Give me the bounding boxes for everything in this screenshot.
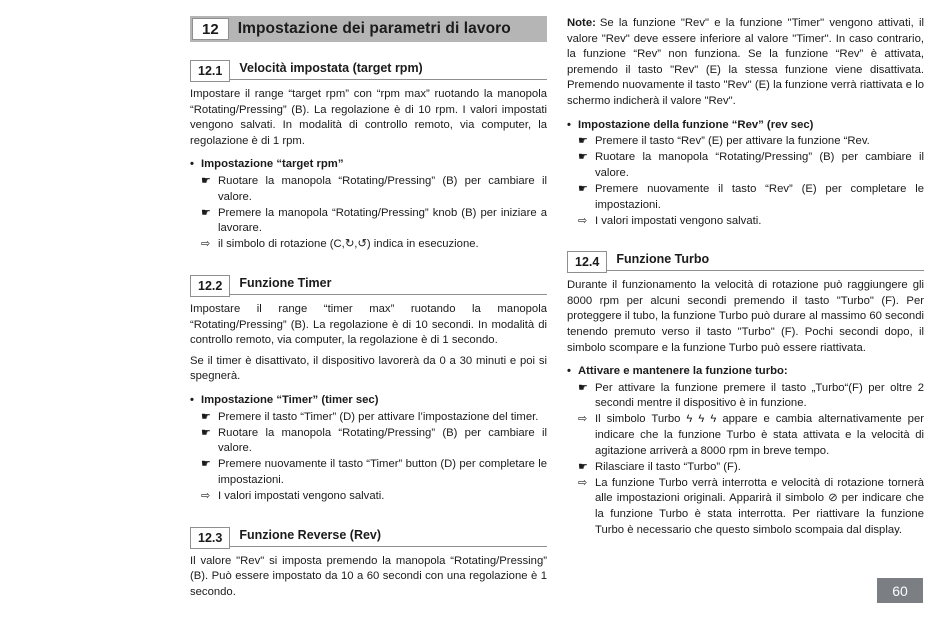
right-column <box>567 16 924 539</box>
list-heading-text: Attivare e mantenere la funzione turbo: <box>578 365 788 378</box>
list-item <box>567 182 924 213</box>
list-item <box>567 476 924 538</box>
list-heading-text: Impostazione “Timer” (timer sec) <box>201 393 379 406</box>
list-item-text: Il simbolo Turbo ϟ ϟ ϟ appare e cambia alternativamente per indicare che la funzione Turbo è stata attivata e la velocità di agitazione arriverà a 8000 rpm in breve tempo. <box>595 413 924 457</box>
left-column <box>190 16 547 605</box>
hand-pointer-icon: ☛ <box>201 206 211 219</box>
section-number-box: 12.2 <box>190 275 230 297</box>
result-arrow-icon: ⇨ <box>201 489 211 502</box>
list-item <box>190 410 547 426</box>
section-header-12-1 <box>190 55 547 80</box>
list-item <box>567 214 924 230</box>
list-item-text: Premere nuovamente il tasto “Rev” (E) per completare le impostazioni. <box>595 182 924 211</box>
section-12-3-paragraph: Il valore "Rev" si imposta premendo la manopola “Rotating/Pressing” (B). Può essere impostato da 10 a 60 secondi con una regolazione è 1 secondo. <box>190 554 547 598</box>
list-item <box>190 206 547 237</box>
list-heading <box>567 364 924 380</box>
chapter-header <box>190 16 547 42</box>
note-text: Se la funzione "Rev" e la funzione "Timer" vengono attivati, il valore "Rev" deve essere inferiore al valore "Timer". In caso contrario, la funzione “Rev” non funziona. Se la funzione “Rev” è attivata, premendo il tasto "Rev" (E) la stessa funzione viene disattivata. Premendo nuovamente il tasto "Rev" (E) la funzione verrà riattivata e lo schermo indicherà il valore "Rev". <box>567 17 924 107</box>
list-heading-text: Impostazione della funzione “Rev” (rev sec) <box>578 118 814 131</box>
list-item-text: Rilasciare il tasto “Turbo” (F). <box>595 460 741 473</box>
section-number-box: 12.1 <box>190 60 230 82</box>
list-item-text: La funzione Turbo verrà interrotta e velocità di rotazione tornerà alle impostazioni originali. Apparirà il simbolo ⊘ per indicare che la funzione Turbo è stata interrotta. Per riattivare la funzione Turbo è necessario che questo simbolo scompaia dal display. <box>595 476 924 536</box>
hand-pointer-icon: ☛ <box>201 174 211 187</box>
list-item <box>190 426 547 457</box>
list-item-text: Ruotare la manopola “Rotating/Pressing” (B) per cambiare il valore. <box>218 426 547 455</box>
list-item-text: Ruotare la manopola “Rotating/Pressing” (B) per cambiare il valore. <box>595 151 924 179</box>
bullet-icon: • <box>567 118 571 131</box>
list-item <box>567 150 924 181</box>
section-12-2-paragraph-2: Se il timer è disattivato, il dispositivo lavorerà da 0 a 30 minuti e poi si spegnerà. <box>190 354 547 383</box>
list-item-text: Premere nuovamente il tasto “Timer” button (D) per completare le impostazioni. <box>218 458 547 486</box>
note-label: Note: <box>567 17 596 29</box>
section-title: Funzione Timer <box>239 275 332 290</box>
hand-pointer-icon: ☛ <box>201 410 211 423</box>
result-arrow-icon: ⇨ <box>578 214 588 227</box>
list-item <box>190 237 547 253</box>
list-item-text: Per attivare la funzione premere il tasto „Turbo“(F) per oltre 2 secondi mentre il dispositivo è in funzione. <box>595 381 924 410</box>
list-heading-text: Impostazione “target rpm” <box>201 158 344 171</box>
list-item-text: I valori impostati vengono salvati. <box>218 489 385 502</box>
list-heading <box>567 118 924 134</box>
list-item <box>190 174 547 205</box>
section-header-12-4 <box>567 246 924 271</box>
list-item <box>190 457 547 488</box>
list-item-text: Premere il tasto “Timer” (D) per attivare l’impostazione del timer. <box>218 410 539 423</box>
chapter-title: Impostazione dei parametri di lavoro <box>237 20 511 37</box>
bullet-icon: • <box>190 393 194 406</box>
list-item <box>567 134 924 150</box>
hand-pointer-icon: ☛ <box>201 426 211 439</box>
section-title: Funzione Turbo <box>616 252 710 267</box>
section-12-2-paragraph: Impostare il range “timer max” ruotando la manopola “Rotating/Pressing” (B). La regolazione è di 10 secondi. In modalità di controllo remoto, via computer, la regolazione è di 1 secondo. <box>190 302 547 347</box>
hand-pointer-icon: ☛ <box>578 151 588 164</box>
hand-pointer-icon: ☛ <box>578 182 588 195</box>
hand-pointer-icon: ☛ <box>578 135 588 148</box>
section-12-1-paragraph: Impostare il range “target rpm” con “rpm max” ruotando la manopola “Rotating/Pressing” (B). La regolazione è di 10 rpm. I valori impostati vengono salvati. In modalità di controllo remoto, via computer, la regolazione è di 1 rpm. <box>190 88 547 147</box>
list-item <box>567 460 924 476</box>
section-12-4-paragraph: Durante il funzionamento la velocità di rotazione può raggiungere gli 8000 rpm per alcuni secondi premendo il tasto "Turbo" (F). Per proteggere il tubo, la funzione Turbo può durare al massimo 60 secondi tenendo premuto verso il tasto "Turbo" (F). Pochi secondi dopo, il simbolo scompare e la funzione Turbo può essere riattivata. <box>567 279 924 354</box>
list-item-text: Premere la manopola “Rotating/Pressing” knob (B) per iniziare a lavorare. <box>218 206 547 235</box>
list-heading <box>190 157 547 173</box>
section-title: Funzione Reverse (Rev) <box>239 527 382 542</box>
section-header-12-3 <box>190 522 547 547</box>
list-item-text: Ruotare la manopola “Rotating/Pressing” (B) per cambiare il valore. <box>218 174 547 203</box>
note-paragraph <box>567 16 924 110</box>
result-arrow-icon: ⇨ <box>578 476 588 489</box>
bullet-icon: • <box>567 365 571 378</box>
list-item <box>190 489 547 505</box>
list-item-text: I valori impostati vengono salvati. <box>595 214 762 227</box>
hand-pointer-icon: ☛ <box>578 460 588 473</box>
list-item <box>567 381 924 412</box>
list-item-text: il simbolo di rotazione (C,↻,↺) indica in esecuzione. <box>218 238 479 251</box>
bullet-icon: • <box>190 158 194 171</box>
section-title: Velocità impostata (target rpm) <box>239 61 423 75</box>
list-item <box>567 412 924 459</box>
result-arrow-icon: ⇨ <box>201 238 211 251</box>
section-number-box: 12.3 <box>190 527 230 549</box>
chapter-number-box: 12 <box>192 18 229 40</box>
list-item-text: Premere il tasto “Rev” (E) per attivare la funzione “Rev. <box>595 135 870 148</box>
hand-pointer-icon: ☛ <box>201 458 211 471</box>
list-heading <box>190 393 547 409</box>
page-number-badge: 60 <box>877 578 923 603</box>
section-number-box: 12.4 <box>567 251 607 273</box>
section-header-12-2 <box>190 270 547 295</box>
result-arrow-icon: ⇨ <box>578 413 588 426</box>
hand-pointer-icon: ☛ <box>578 381 588 394</box>
